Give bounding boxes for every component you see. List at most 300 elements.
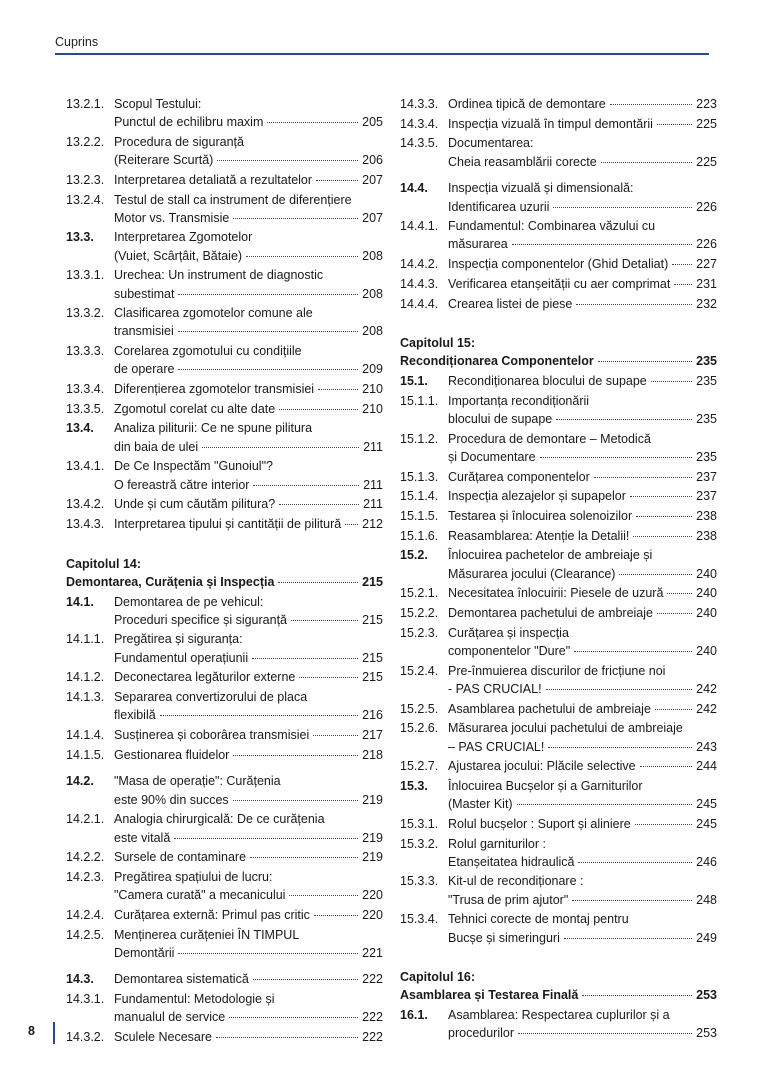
entry-title: Unde și cum căutăm pilitura? — [114, 497, 276, 512]
toc-entry[interactable] — [66, 191, 383, 227]
entry-title: O fereastră către interior — [114, 477, 250, 492]
entry-title: Fundamentul: Combinarea văzului cu — [448, 219, 656, 234]
toc-entry[interactable] — [66, 772, 383, 808]
page-ref: 235 — [696, 449, 717, 464]
section-number: 13.4.3. — [66, 516, 105, 531]
section-number: 14.2.3. — [66, 869, 105, 884]
entry-title: Măsurarea jocului (Clearance) — [448, 566, 616, 581]
dot-leader — [289, 895, 358, 896]
toc-entry[interactable] — [66, 990, 383, 1026]
toc-entry[interactable] — [400, 468, 717, 486]
section-number: 13.3.2. — [66, 306, 105, 321]
entry-title: Motor vs. Transmisie — [114, 210, 230, 225]
toc-entry[interactable] — [400, 217, 717, 253]
entry-title: Deconectarea legăturilor externe — [114, 670, 296, 685]
page-ref: 237 — [696, 469, 717, 484]
entry-title: Procedura de siguranță — [114, 134, 244, 149]
entry-line — [114, 706, 383, 724]
page-ref: 211 — [363, 477, 383, 492]
toc-entry[interactable] — [400, 527, 717, 545]
entry-body — [448, 468, 717, 486]
entry-line — [114, 868, 383, 886]
toc-entry[interactable] — [66, 688, 383, 724]
toc-entry[interactable] — [66, 515, 383, 533]
entry-line — [448, 662, 717, 680]
chapter-line — [400, 968, 717, 986]
entry-title: Etanșeitatea hidraulică — [448, 854, 575, 869]
dot-leader — [610, 104, 692, 105]
dot-leader — [546, 689, 693, 690]
section-number: 14.1.4. — [66, 728, 105, 742]
entry-title: Demontarea pachetului de ambreiaje — [448, 606, 653, 621]
toc-entry[interactable] — [66, 380, 383, 398]
entry-body — [114, 419, 383, 455]
page-ref: 226 — [696, 199, 717, 214]
dot-leader — [178, 331, 358, 332]
page-ref: 242 — [696, 681, 717, 696]
entry-body — [114, 848, 383, 866]
dot-leader — [217, 160, 358, 161]
page-ref: 232 — [696, 296, 717, 311]
toc-entry[interactable] — [400, 910, 717, 946]
toc-entry[interactable] — [66, 668, 383, 686]
entry-title: "Camera curată" a mecanicului — [114, 888, 286, 903]
page-ref: 217 — [362, 728, 383, 742]
page-ref: 235 — [696, 354, 717, 369]
entry-title: Scopul Testului: — [114, 97, 202, 111]
entry-line — [114, 926, 383, 944]
dot-leader — [574, 651, 692, 652]
entry-line — [448, 448, 717, 466]
chapter-line — [400, 986, 717, 1004]
entry-title: Importanța recondiționării — [448, 393, 590, 408]
toc-entry[interactable] — [66, 266, 383, 302]
dot-leader — [655, 709, 692, 710]
section-number: 15.2.1. — [400, 586, 439, 601]
entry-title: Menținerea curățeniei ÎN TIMPUL — [114, 927, 300, 942]
dot-leader — [576, 304, 692, 305]
entry-title: Fundamentul: Metodologie și — [114, 992, 275, 1007]
toc-entry[interactable] — [400, 604, 717, 622]
entry-body — [114, 457, 383, 493]
entry-body — [448, 487, 717, 505]
dot-leader — [252, 658, 358, 659]
page-ref: 209 — [362, 362, 383, 377]
page-ref: 240 — [696, 566, 717, 581]
section-number: 15.3.3. — [400, 874, 439, 889]
toc-column-left — [66, 95, 383, 1048]
entry-line — [448, 680, 717, 698]
toc-entry[interactable] — [400, 275, 717, 293]
entry-line — [114, 457, 383, 475]
dot-leader — [174, 838, 358, 839]
entry-line — [114, 476, 383, 494]
entry-title: Urechea: Un instrument de diagnostic — [114, 268, 324, 283]
page-ref: 219 — [362, 830, 383, 845]
toc-entry[interactable] — [66, 95, 383, 131]
entry-title: Curățarea externă: Primul pas critic — [114, 907, 310, 922]
toc-entry[interactable] — [66, 906, 383, 924]
dot-leader — [636, 516, 692, 517]
page-ref: 248 — [696, 892, 717, 907]
toc-entry[interactable] — [400, 392, 717, 428]
section-number: 15.2.4. — [400, 663, 439, 678]
dot-leader — [229, 1017, 358, 1018]
page-ref: 225 — [696, 154, 717, 169]
section-number: 13.4.2. — [66, 497, 105, 512]
dot-leader — [178, 294, 358, 295]
entry-title: – PAS CRUCIAL! — [448, 739, 545, 754]
entry-line — [448, 584, 717, 602]
entry-line — [114, 171, 383, 189]
entry-title: Asamblarea pachetului de ambreiaje — [448, 701, 651, 716]
toc-entry[interactable] — [66, 746, 383, 764]
toc-entry[interactable] — [66, 457, 383, 493]
toc-entry[interactable] — [400, 872, 717, 908]
toc-entry[interactable] — [66, 593, 383, 629]
dot-leader — [316, 180, 358, 181]
entry-line — [448, 295, 717, 313]
toc-entry[interactable] — [66, 171, 383, 189]
entry-line — [448, 487, 717, 505]
section-number: 13.2.1. — [66, 97, 105, 111]
section-number: 15.3.2. — [400, 836, 439, 851]
page-ref: 222 — [362, 972, 383, 987]
section-number: 13.3.4. — [66, 382, 105, 397]
entry-body — [448, 815, 717, 833]
entry-line — [114, 726, 383, 744]
section-number: 15.1.1. — [400, 393, 439, 408]
entry-line — [448, 815, 717, 833]
entry-line — [448, 757, 717, 775]
page-ref: 210 — [362, 382, 383, 397]
chapter-heading[interactable] — [400, 334, 717, 370]
dot-leader — [540, 457, 693, 458]
toc-entry[interactable] — [66, 848, 383, 866]
entry-title: Susținerea și coborârea transmisiei — [114, 728, 310, 742]
entry-title: Inspecția alezajelor și supapelor — [448, 489, 626, 504]
page-ref: 245 — [696, 797, 717, 812]
entry-line — [114, 247, 383, 265]
entry-body — [114, 400, 383, 418]
dot-leader — [233, 755, 358, 756]
entry-title: Pregătirea și siguranța: — [114, 632, 243, 647]
dot-leader — [651, 381, 692, 382]
toc-entry[interactable] — [66, 342, 383, 378]
entry-title: (Reiterare Scurtă) — [114, 153, 214, 168]
dot-leader — [299, 677, 358, 678]
entry-title: Analiza piliturii: Ce ne spune pilitura — [114, 421, 313, 436]
toc-entry[interactable] — [400, 134, 717, 170]
section-number: 15.2.6. — [400, 721, 439, 736]
toc-entry[interactable] — [400, 487, 717, 505]
entry-title: Kit-ul de recondiționare : — [448, 874, 584, 889]
section-number: 15.2.7. — [400, 759, 439, 774]
chapter-title: Recondiționarea Componentelor — [400, 354, 594, 369]
entry-title: (Master Kit) — [448, 797, 513, 812]
toc-entry[interactable] — [400, 1006, 717, 1042]
toc-entry[interactable] — [400, 777, 717, 813]
chapter-line — [66, 573, 383, 591]
entry-body — [114, 304, 383, 340]
toc-entry[interactable] — [66, 630, 383, 666]
toc-entry[interactable] — [400, 835, 717, 871]
entry-title: Asamblarea: Respectarea cuplurilor și a — [448, 1008, 670, 1023]
dot-leader — [674, 284, 692, 285]
page-ref: 249 — [696, 930, 717, 945]
toc-entry[interactable] — [66, 495, 383, 513]
page-ref: 218 — [362, 747, 383, 762]
entry-line — [448, 910, 717, 928]
page-ref: 235 — [696, 412, 717, 427]
toc-entry[interactable] — [400, 700, 717, 718]
entry-title: de operare — [114, 362, 175, 377]
entry-title: manualul de service — [114, 1010, 226, 1025]
entry-title: Fundamentul operațiunii — [114, 650, 249, 665]
entry-line — [114, 515, 383, 533]
header-rule — [55, 53, 709, 55]
page-ref: 243 — [696, 739, 717, 754]
entry-body — [448, 527, 717, 545]
toc-entry[interactable] — [66, 400, 383, 418]
section-number: 14.2.1. — [66, 812, 105, 827]
toc-entry[interactable] — [66, 868, 383, 904]
entry-line — [448, 527, 717, 545]
entry-body — [448, 372, 717, 390]
entry-line — [448, 546, 717, 564]
dot-leader — [178, 953, 358, 954]
entry-title: Ajustarea jocului: Plăcile selective — [448, 759, 636, 774]
page-number: 8 — [28, 1024, 35, 1038]
spacer — [400, 314, 717, 334]
entry-title: este 90% din succes — [114, 792, 229, 807]
toc-entry[interactable] — [400, 719, 717, 755]
toc-entry[interactable] — [400, 430, 717, 466]
toc-entry[interactable] — [400, 662, 717, 698]
entry-body — [448, 835, 717, 871]
section-number: 16.1. — [400, 1008, 428, 1023]
toc-entry[interactable] — [400, 295, 717, 313]
page-ref: 240 — [696, 586, 717, 601]
entry-title: Diferențierea zgomotelor transmisiei — [114, 382, 315, 397]
toc-entry[interactable] — [400, 584, 717, 602]
toc-entry[interactable] — [400, 115, 717, 133]
entry-title: Ordinea tipică de demontare — [448, 97, 606, 111]
dot-leader — [582, 995, 692, 996]
entry-title: și Documentare — [448, 449, 536, 464]
toc-entry[interactable] — [400, 757, 717, 775]
entry-title: subestimat — [114, 286, 175, 301]
entry-body — [114, 688, 383, 724]
dot-leader — [657, 124, 692, 125]
section-number: 15.2.3. — [400, 625, 439, 640]
toc-entry[interactable] — [400, 546, 717, 582]
chapter-heading[interactable] — [400, 968, 717, 1004]
entry-title: (Vuiet, Scârțâit, Bătaie) — [114, 248, 243, 263]
toc-entry[interactable] — [66, 810, 383, 846]
section-number: 15.2. — [400, 548, 428, 563]
dot-leader — [314, 915, 358, 916]
page-ref: 215 — [362, 670, 383, 685]
entry-title: Testul de stall ca instrument de diferențiere — [114, 192, 352, 207]
dot-leader — [216, 1037, 358, 1038]
entry-line — [448, 217, 717, 235]
entry-body — [448, 217, 717, 253]
entry-body — [448, 275, 717, 293]
dot-leader — [279, 409, 358, 410]
page-ref: 219 — [362, 850, 383, 865]
page-ref: 220 — [362, 907, 383, 922]
entry-body — [448, 757, 717, 775]
entry-line — [114, 380, 383, 398]
entry-title: Inspecția componentelor (Ghid Detaliat) — [448, 257, 669, 272]
entry-title: Crearea listei de piese — [448, 296, 573, 311]
page-ref: 237 — [696, 489, 717, 504]
dot-leader — [594, 477, 692, 478]
entry-line — [114, 266, 383, 284]
entry-title: Sculele Necesare — [114, 1030, 212, 1045]
page-ref: 211 — [363, 439, 383, 454]
spacer — [66, 535, 383, 555]
toc-entry[interactable] — [400, 372, 717, 390]
toc-entry[interactable] — [66, 926, 383, 962]
chapter-heading[interactable] — [66, 555, 383, 591]
chapter-title: Asamblarea și Testarea Finală — [400, 988, 579, 1003]
spacer — [400, 948, 717, 968]
page-ref: 215 — [362, 612, 383, 627]
section-number: 14.2.4. — [66, 907, 105, 922]
section-number: 13.3.3. — [66, 344, 105, 359]
entry-title: Demontarea de pe vehicul: — [114, 594, 264, 609]
page-ref: 215 — [362, 574, 383, 589]
entry-body — [448, 134, 717, 170]
chapter-title: Capitolul 16: — [400, 970, 476, 985]
section-number: 13.2.3. — [66, 172, 105, 187]
page-ref: 253 — [696, 1026, 717, 1041]
entry-title: Reasamblarea: Atenție la Detalii! — [448, 528, 630, 543]
dot-leader — [291, 620, 358, 621]
page-number-bar — [53, 1022, 55, 1044]
dot-leader — [667, 593, 692, 594]
entry-title: Curățarea componentelor — [448, 469, 590, 484]
entry-title: Bucșe și simeringuri — [448, 930, 560, 945]
toc-entry[interactable] — [66, 970, 383, 988]
entry-title: Procedura de demontare – Metodică — [448, 431, 651, 446]
section-number: 14.3.1. — [66, 992, 105, 1007]
chapter-line — [400, 334, 717, 352]
entry-title: Necesitatea înlocuirii: Piesele de uzură — [448, 586, 664, 601]
page-ref: 231 — [696, 276, 717, 291]
section-number: 14.1.3. — [66, 690, 105, 705]
entry-body — [448, 719, 717, 755]
page-ref: 219 — [362, 792, 383, 807]
entry-title: Gestionarea fluidelor — [114, 747, 230, 762]
dot-leader — [556, 419, 692, 420]
dot-leader — [278, 582, 358, 583]
page-ref: 221 — [362, 945, 383, 960]
toc-entry[interactable] — [66, 419, 383, 455]
page-ref: 240 — [696, 606, 717, 621]
entry-title: Pregătirea spațiului de lucru: — [114, 869, 273, 884]
section-number: 15.1.6. — [400, 528, 439, 543]
toc-entry[interactable] — [400, 179, 717, 215]
entry-line — [448, 275, 717, 293]
entry-line — [114, 944, 383, 962]
section-number: 14.3. — [66, 972, 94, 987]
entry-line — [114, 419, 383, 437]
toc-entry[interactable] — [66, 228, 383, 264]
entry-title: Curățarea și inspecția — [448, 625, 569, 640]
toc-entry[interactable] — [400, 624, 717, 660]
dot-leader — [633, 536, 692, 537]
toc-entry[interactable] — [400, 95, 717, 113]
section-number: 13.4.1. — [66, 459, 105, 474]
entry-line — [448, 835, 717, 853]
dot-leader — [267, 122, 358, 123]
entry-line — [114, 228, 383, 246]
dot-leader — [635, 824, 692, 825]
entry-title: "Masa de operație": Curățenia — [114, 774, 281, 789]
dot-leader — [548, 747, 692, 748]
entry-line — [448, 872, 717, 890]
entry-title: "Trusa de prim ajutor" — [448, 892, 569, 907]
entry-body — [448, 777, 717, 813]
toc-entry[interactable] — [66, 1028, 383, 1046]
dot-leader — [253, 979, 358, 980]
toc-entry[interactable] — [66, 726, 383, 744]
entry-line — [114, 593, 383, 611]
entry-line — [448, 642, 717, 660]
entry-title: Rolul bucșelor : Suport și aliniere — [448, 816, 631, 831]
entry-line — [114, 304, 383, 322]
toc-entry[interactable] — [66, 133, 383, 169]
section-number: 15.2.2. — [400, 606, 439, 621]
entry-line — [448, 604, 717, 622]
toc-entry[interactable] — [400, 255, 717, 273]
entry-line — [448, 115, 717, 133]
entry-title: transmisiei — [114, 324, 174, 339]
page-ref: 235 — [696, 374, 717, 389]
entry-line — [448, 1006, 717, 1024]
entry-line — [448, 468, 717, 486]
entry-body — [114, 1028, 383, 1046]
dot-leader — [345, 524, 358, 525]
entry-line — [114, 848, 383, 866]
section-number: 13.2.4. — [66, 192, 105, 207]
entry-title: Înlocuirea pachetelor de ambreiaje și — [448, 548, 653, 563]
entry-line — [114, 649, 383, 667]
page-ref: 212 — [362, 516, 383, 531]
entry-body — [448, 584, 717, 602]
entry-title: flexibilă — [114, 708, 156, 723]
section-number: 14.4.4. — [400, 296, 439, 311]
toc-entry[interactable] — [400, 507, 717, 525]
entry-title: este vitală — [114, 830, 171, 845]
page-ref: 215 — [362, 650, 383, 665]
toc-entry[interactable] — [66, 304, 383, 340]
entry-line — [114, 772, 383, 790]
entry-line — [114, 688, 383, 706]
entry-body — [448, 1006, 717, 1042]
toc-entry[interactable] — [400, 815, 717, 833]
page-ref: 210 — [362, 401, 383, 416]
page-ref: 208 — [362, 286, 383, 301]
entry-body — [114, 133, 383, 169]
section-number: 14.4.3. — [400, 276, 439, 291]
page-ref: 220 — [362, 888, 383, 903]
section-number: 15.1. — [400, 374, 428, 389]
section-number: 14.3.5. — [400, 136, 439, 151]
